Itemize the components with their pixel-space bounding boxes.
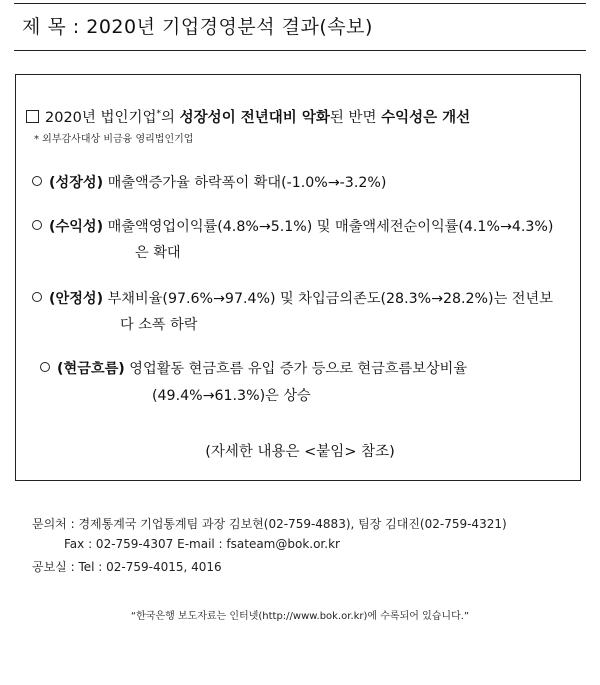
headline-mid2: 된 반면 <box>329 110 382 126</box>
item-stability <box>32 288 553 310</box>
item-cashflow <box>40 358 467 380</box>
item-profitability <box>32 216 553 238</box>
footnote: * 외부감사대상 비금융 영리법인기업 <box>34 134 194 145</box>
item-text: 매출액영업이익률(4.8%→5.1%) 및 매출액세전순이익률(4.1%→4.3%) <box>103 219 554 235</box>
contact-inquiry: 문의처 : 경제통계국 기업통계팀 과장 김보현(02-759-4883), 팀장 김대진(02-759-4321) <box>32 517 507 531</box>
headline-bold2: 수익성은 개선 <box>381 110 471 126</box>
item-continuation: 은 확대 <box>135 245 181 261</box>
headline-bold1: 성장성이 전년대비 악화 <box>179 110 330 126</box>
item-continuation: 다 소폭 하락 <box>120 317 198 333</box>
headline <box>26 106 470 127</box>
contact-pr-office: 공보실 : Tel : 02-759-4015, 4016 <box>32 560 222 574</box>
headline-pre: 2020년 법인기업 <box>45 110 157 126</box>
circle-bullet-icon <box>32 220 42 230</box>
title-rule <box>14 50 586 51</box>
item-text: 매출액증가율 하락폭이 확대(-1.0%→-3.2%) <box>103 175 387 191</box>
page-title: 제 목 : 2020년 기업경영분석 결과(속보) <box>22 16 373 38</box>
checkbox-square-icon <box>26 110 39 123</box>
item-label: (현금흐름) <box>57 361 125 377</box>
contact-fax-email: Fax : 02-759-4307 E-mail : fsateam@bok.or.kr <box>64 537 340 551</box>
footer-note: “한국은행 보도자료는 인터넷(http://www.bok.or.kr)에 수록되어 있습니다.” <box>130 611 470 622</box>
top-rule <box>14 3 586 4</box>
reference-note: (자세한 내용은 <붙임> 참조) <box>205 444 395 460</box>
item-label: (수익성) <box>49 219 104 235</box>
item-text: 부채비율(97.6%→97.4%) 및 차입금의존도(28.3%→28.2%)는 전년보 <box>103 291 553 307</box>
headline-star: * <box>156 109 162 120</box>
item-label: (성장성) <box>49 175 104 191</box>
item-text: 영업활동 현금흐름 유입 증가 등으로 현금흐름보상비율 <box>124 361 468 377</box>
item-growth <box>32 172 386 194</box>
item-label: (안정성) <box>49 291 104 307</box>
circle-bullet-icon <box>32 292 42 302</box>
circle-bullet-icon <box>40 362 50 372</box>
item-continuation: (49.4%→61.3%)은 상승 <box>152 388 311 404</box>
circle-bullet-icon <box>32 176 42 186</box>
headline-mid1: 의 <box>161 110 180 126</box>
